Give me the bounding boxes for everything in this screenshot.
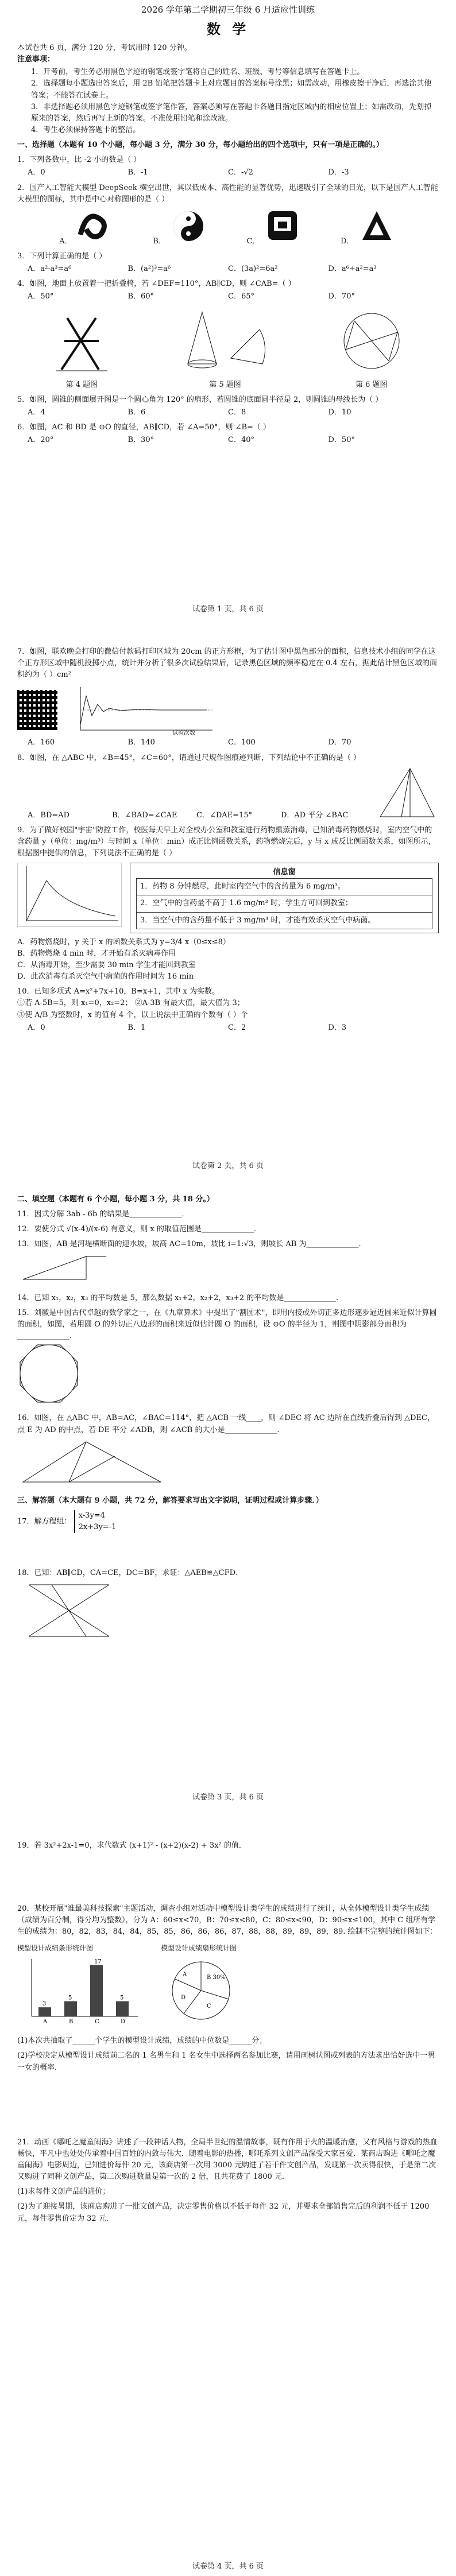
folding-chair-figure (50, 307, 113, 375)
square-face-logo-icon (262, 209, 303, 243)
cone-sector-figure (179, 307, 271, 375)
value-label: 17 (94, 1958, 102, 1965)
fig5-caption: 第 5 题图 (209, 380, 241, 389)
option: D．a⁶÷a²=a³ (328, 265, 377, 274)
fig4 (50, 307, 113, 391)
option-d-logo (341, 209, 397, 247)
q5-options (17, 407, 439, 418)
option: A． (59, 236, 72, 246)
q17-text (17, 1510, 439, 1533)
equation-system (74, 1510, 117, 1533)
option: B．60° (127, 292, 154, 301)
option: D．此次消毒有杀灭空气中病菌的作用时间为 16 min (17, 972, 194, 981)
q9-figures (17, 863, 439, 933)
option: C．100 (228, 738, 256, 747)
q18-text: 18．已知：AB∥CD，CA=CE，DC=BF，求证：△AEB≌△CFD． (17, 1569, 244, 1578)
q4-options (17, 291, 439, 302)
option: A．0 (28, 1023, 45, 1032)
dosage-curve-figure (17, 863, 122, 927)
option: D．3 (328, 1023, 347, 1032)
q10-item: ①若 A-5B=5，则 x₁=0，x₂=2； ②A-3B 有最大值，最大值为 3； (17, 999, 245, 1008)
page-1-footer: 试卷第 1 页，共 6 页 (192, 605, 264, 614)
pie-chart-title: 模型设计成绩扇形统计图 (161, 1943, 237, 1952)
q10-options (17, 1022, 439, 1034)
option: C．∠DAE=15° (196, 810, 253, 820)
page-4 (0, 1837, 456, 2225)
exam-info: 本试卷共 6 页，满分 120 分，考试用时 120 分钟。 (17, 44, 192, 52)
equation: x-3y=4 (78, 1511, 105, 1520)
section3-heading: 三、解答题（本大题有 9 小题，共 72 分，解答要求写出文字说明，证明过程或计算步骤．） (17, 1496, 323, 1505)
slope-figure (17, 1251, 109, 1285)
page-4-footer: 试卷第 4 页，共 6 页 (192, 2562, 264, 2571)
category-label: D (121, 2019, 126, 2026)
q2-logos (17, 205, 439, 247)
option: B．1 (127, 1023, 146, 1032)
option: B．(a²)³=a⁶ (127, 265, 171, 274)
value-label: 3 (42, 2001, 47, 2008)
notes-title: 注意事项： (17, 55, 55, 64)
page-2 (0, 643, 456, 1034)
qr-code-icon (17, 690, 57, 730)
q7-options (17, 737, 439, 748)
frequency-chart (69, 684, 218, 736)
q21-text: 21．动画《哪吒之魔童闹海》讲述了一段神话人物，全局半世纪的温情故事，既有作用于火的温暖治愈，又有风格与游戏的热血畅快，平凡中也处处传承着中国百姓的内敛与伟大．随着电影的热播，哪吒系列文创产品深受大家喜爱．某商店购进《哪吒之魔童闹海》电影周边，已知进价每件 20 元，该商店第一次用 3000 元购进了若干件文创产品，发现第一次卖得很快，于是第二次又购进了同种文创产品，第二次购进数量是第一次的 2 倍，且共花费了 1800 元． (17, 2137, 438, 2182)
subject-title: 数 学 (206, 21, 250, 37)
q20-part: (1)本次共抽取了______个学生的模型设计成绩，成绩的中位数是______分； (17, 2036, 267, 2046)
fig6-caption: 第 6 题图 (355, 380, 388, 389)
option: C．-√2 (228, 168, 253, 177)
option: C．65° (228, 292, 254, 301)
info-window (130, 863, 439, 933)
q19-text: 19．若 3x²+2x-1=0，求代数式 (x+1)² - (x+2)(x-2) + 3x² 的值． (17, 1841, 246, 1850)
pie-label: A (183, 1972, 187, 1978)
fig4-caption: 第 4 题图 (65, 380, 98, 389)
option: C．40° (228, 436, 254, 445)
option: A．a²·a³=a⁶ (28, 265, 72, 274)
bar-C (90, 1965, 103, 2016)
q11-text: 11．因式分解 3ab - 6b 的结果是______________． (17, 1210, 190, 1219)
option: B．-1 (127, 168, 148, 177)
page-3 (0, 1194, 456, 1647)
option: C．从消毒开始，至少需要 30 min 学生才能回到教室 (17, 960, 196, 969)
q6-text: 6．如图，AC 和 BD 是 ⊙O 的直径，AB∥CD，若 ∠A=50°，则 ∠B=（ ） (17, 423, 271, 432)
page-1 (0, 0, 456, 446)
fig5 (179, 307, 271, 391)
bar-chart-block (17, 1943, 144, 2032)
exam-title: 2026 学年第二学期初三年级 6 月适应性训练 (141, 5, 315, 15)
notes-list (17, 67, 439, 136)
congruent-triangles-figure (17, 1579, 121, 1642)
q9-options (17, 937, 439, 983)
q15-text: 15．刘徽是中国古代卓越的数学家之一，在《九章算术》中提出了"割圆术"，即用内接或外切正多边形逐步逼近圆来近似计算圆的面积，如图，若用圆 O 的外切正八边形的面积来近似估计圆 O 的面积，设 ⊙O 的半径为 1，则图中阴影部分面积为______________． (17, 1308, 437, 1341)
option: D． (341, 236, 354, 246)
pie-label: C (207, 2003, 211, 2010)
option: A．160 (28, 738, 55, 747)
section1-heading: 一、选择题（本题有 10 个小题，每小题 3 分，满分 30 分，每小题给出的四个选项中，只有一项是正确的。） (17, 141, 384, 150)
circle-diameter-figure (337, 307, 406, 375)
q8-text: 8．如图，在 △ABC 中，∠B=45°，∠C=60°，请通过尺规作图痕迹判断，下列结论中不正确的是（ ） (17, 753, 361, 762)
q2-text: 2．国产人工智能大模型 DeepSeek 横空出世，其以低成本、高性能的显著优势，迅速吸引了全球的目光，以下是国产人工智能大模型的图标，其中是中心对称图形的是（ ） (17, 183, 438, 204)
category-label: C (95, 2019, 99, 2026)
q20-charts (17, 1943, 439, 2032)
pie-label: D (181, 1995, 186, 2001)
option: B．6 (127, 408, 146, 417)
bar-B (64, 2001, 77, 2016)
option: A．0 (28, 168, 45, 177)
q6-options (17, 434, 439, 446)
info-item: 3．当空气中的含药量不低于 3 mg/m³ 时，才能有效杀灭空气中病菌。 (137, 912, 432, 929)
q12-text: 12．要使分式 √(x-4)/(x-6) 有意义，则 x 的取值范围是______________． (17, 1225, 261, 1234)
option: D．70 (328, 738, 351, 747)
option: A．BD=AD (28, 810, 70, 820)
note-item: 1．开考前，考生务必用黑色字迹的钢笔或签字笔将自己的姓名、班级、考号等信息填写在答题卡上。 (31, 68, 365, 77)
option-c-logo (247, 209, 303, 247)
info-table (136, 878, 432, 929)
fig6 (337, 307, 406, 391)
q16-text: 16．如图，在 △ABC 中，AB=AC，∠BAC=114°，把 △ACB 一线____，则 ∠DEC 将 AC 边所在直线折叠后得到 △DEC，点 E 为 AD 的中点，若 DE 平分 ∠ADB，则 ∠ACB 的大小是______________． (17, 1414, 435, 1434)
option: D．-3 (328, 168, 349, 177)
option: D．10 (328, 408, 351, 417)
option: C．(3a)²=6a² (228, 265, 278, 274)
q10-item: ③使 A/B 为整数时，x 的值有 4 个，以上说法中正确的个数有（ ）个 (17, 1010, 248, 1019)
q21-part: (1)求每件文创产品的进价； (17, 2187, 110, 2197)
q10-text: 10．已知多项式 A=x²+7x+10，B=x+1，其中 x 为实数。 (17, 987, 219, 996)
option: C．2 (228, 1023, 246, 1032)
q9-text: 9．为了做好校园"宇宙"防控工作，校医每天早上对全校办公室和教室进行药物熏蒸消毒，已知消毒药物燃烧时，室内空气中的含药量 y（单位：mg/m³）与时间 x（单位：min）成正比例函数关系，药物燃烧完后，y 与 x 成反比例函数关系，如图所示，根据图中提供的信息，下列说法不正确的是（ ） (17, 825, 436, 858)
option: B． (153, 236, 166, 246)
option-a-logo (59, 209, 115, 247)
figures-row (17, 307, 439, 391)
option: A．50° (28, 292, 54, 301)
q21-part: (2)为了迎接暑期，该商店购进了一批文创产品，决定零售价格以不低于每件 32 元，并要求全部销售完后的利润不低于 1200 元，每件零售价定为 32 元． (17, 2202, 430, 2223)
q13-text: 13．如图，AB 是河堤横断面的迎水坡，坡高 AC=10m，坡比 i=1:√3，则坡长 AB 为______________． (17, 1240, 366, 1249)
page-2-footer: 试卷第 2 页，共 6 页 (192, 1162, 264, 1170)
option: D．70° (328, 292, 355, 301)
option: A．4 (28, 408, 45, 417)
q1-options (17, 167, 439, 179)
q20-text: 20．某校开展"谁最美科技探索"主题活动，调查小组对活动中模型设计类学生的成绩进行了统计，从全体模型设计类学生成绩（成绩为百分制，得分均为整数），分为 A：60≤x<70，B：70≤x<80，C：80≤x<90，D：90≤x≤100，其中 C 组所有学生的成绩为：80，82，83，84，84，85，85，86，86，86，87，88，88，89，89，89，89. 绘制不完整的统计图如下： (17, 1904, 438, 1937)
q7-text: 7．如图，联欢晚会打印的微信付款码打印区域为 20cm 的正方形框，为了估计图中黑色部分的面积，信息技术小组的同学在这个正方形区域中随机投掷小点，统计并分析了很多次试验结果后，记录黑色区域的频率稳定在 0.4 左右，据此估计黑色区域的面积约为（ ）cm² (17, 647, 437, 680)
bar-chart-title: 模型设计成绩条形统计图 (17, 1943, 94, 1952)
q7-figures (17, 684, 439, 736)
equation: 2x+3y=-1 (78, 1523, 117, 1532)
pie-chart (161, 1953, 241, 2028)
option-b-logo (153, 209, 208, 247)
pie-label: B 30% (207, 1974, 226, 1981)
note-item: 2．选择题每小题选出答案后，用 2B 铅笔把答题卡上对应题目的答案标号涂黑；如需改动，用橡皮擦干净后，再选涂其他答案；不能答在试卷上。 (31, 79, 432, 100)
pie-chart-block (161, 1943, 241, 2032)
page-3-footer: 试卷第 3 页，共 6 页 (192, 1793, 264, 1802)
q3-text: 3．下列计算正确的是（ ） (17, 251, 107, 261)
info-title: 信息窗 (273, 868, 296, 877)
octagon-circle-figure (17, 1342, 80, 1405)
option: C．8 (228, 408, 246, 417)
category-label: B (69, 2019, 74, 2026)
x-axis-label: 试验次数 (172, 730, 195, 736)
triangle-construction-figure (376, 764, 439, 821)
option: B．∠BAD=∠CAE (112, 810, 177, 820)
option: B．140 (127, 738, 155, 747)
info-item: 2．空气中的含药量不高于 1.6 mg/m³ 时，学生方可回到教室； (137, 895, 432, 912)
q5-text: 5．如图，圆锥的侧面展开图是一个圆心角为 120° 的扇形，若圆锥的底面圆半径是 2，则圆锥的母线长为（ ） (17, 395, 383, 404)
q1-text: 1．下列各数中，比 -2 小的数是（ ） (17, 156, 141, 165)
triangle-logo-icon (357, 209, 397, 243)
info-item: 1．药物 8 分钟燃尽，此时室内空气中的含药量为 6 mg/m³。 (137, 879, 432, 895)
option: A．药物燃烧时，y 关于 x 的函数关系式为 y=3/4 x（0≤x≤8） (17, 937, 230, 946)
bar-A (38, 2007, 51, 2016)
option: D．50° (328, 436, 355, 445)
folded-triangle-figure (17, 1436, 167, 1488)
q8-row (17, 764, 439, 821)
q4-text: 4．如图，地面上放置着一把折叠椅，若 ∠DEF=110°，AB∥CD，则 ∠CAB=（ ） (17, 280, 296, 289)
option: B．30° (127, 436, 154, 445)
section2-heading: 二、填空题（本题有 6 个小题，每小题 3 分，共 18 分。） (17, 1195, 214, 1204)
bar-D (116, 2001, 129, 2016)
value-label: 5 (120, 1995, 124, 2001)
q17-label: 17．解方程组： (17, 1517, 72, 1526)
q8-options (17, 810, 376, 821)
option: B．药物燃烧 4 min 时，才开始有杀灭病毒作用 (17, 949, 176, 958)
category-label: A (43, 2019, 48, 2026)
option: C． (246, 236, 260, 246)
q14-text: 14．已知 x₁，x₂，x₃ 的平均数是 5，那么数据 x₁+2，x₂+2，x₃+2 的平均数是______________． (17, 1293, 344, 1302)
q3-options (17, 263, 439, 275)
swirl-logo-icon (75, 209, 115, 243)
bar-chart (17, 1953, 144, 2028)
note-item: 4．考生必须保持答题卡的整洁。 (31, 125, 141, 134)
note-item: 3．非选择题必须用黑色字迹钢笔或签字笔作答，答案必须写在答题卡各题目指定区域内的相应位置上；如需改动，先划掉原来的答案，然后再写上新的答案。不准使用铅笔和涂改液。 (31, 102, 432, 123)
q20-part: (2)学校决定从模型设计成绩前二名的 1 名男生和 1 名女生中选择两名参加比赛，请用画树状图或列表的方法求出恰好选中一男一女的概率． (17, 2051, 435, 2072)
yin-yang-logo-icon (168, 209, 208, 243)
option: A．20° (28, 436, 54, 445)
value-label: 5 (68, 1995, 72, 2001)
option: D．AD 平分 ∠BAC (281, 810, 349, 820)
